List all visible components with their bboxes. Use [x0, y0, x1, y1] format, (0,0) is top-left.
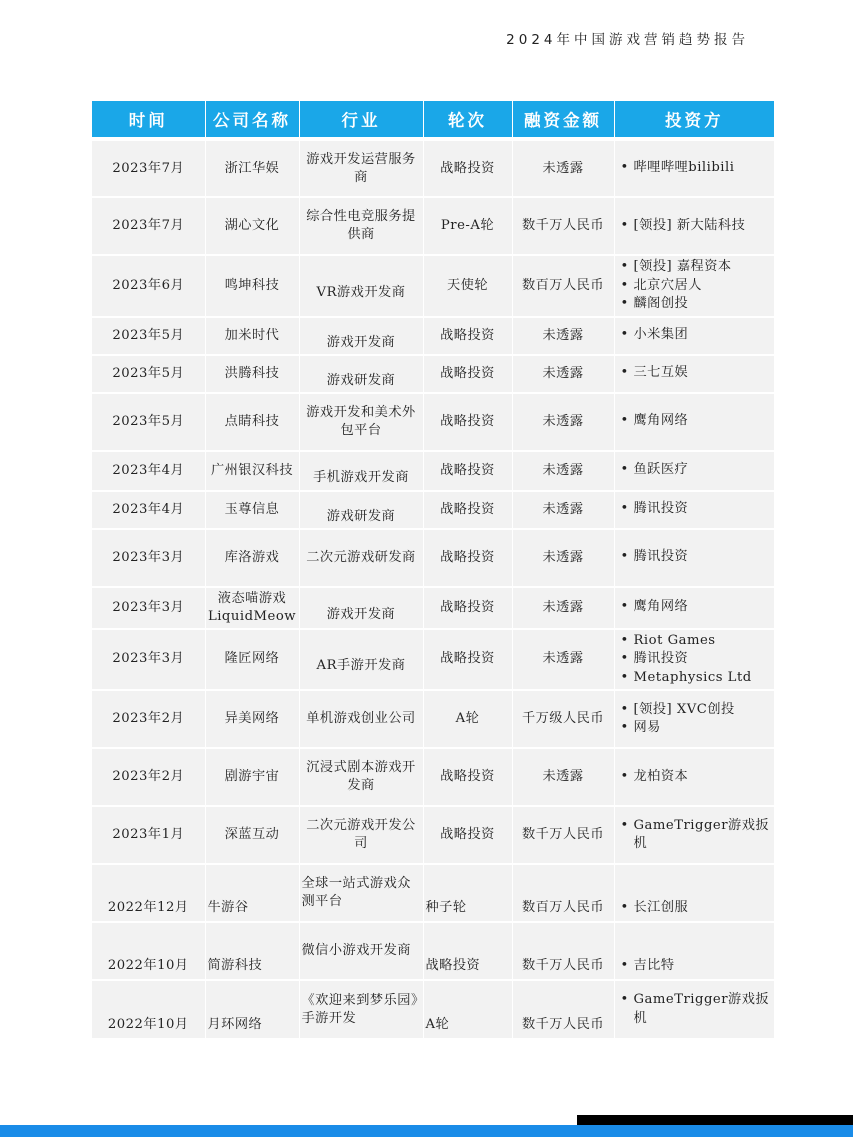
cell-industry: 《欢迎来到梦乐园》手游开发: [299, 980, 423, 1038]
cell-industry: 单机游戏创业公司: [299, 690, 423, 748]
report-title: 2024年中国游戏营销趋势报告: [506, 32, 749, 48]
cell-company: 月环网络: [205, 980, 299, 1038]
cell-company: 深蓝互动: [205, 806, 299, 864]
column-header-amount: 融资金额: [512, 101, 614, 139]
cell-company: 浙江华娱: [205, 139, 299, 197]
cell-investors: [614, 922, 774, 980]
table-row: [92, 393, 774, 451]
table-row: [92, 748, 774, 806]
investor-item: • Metaphysics Ltd: [621, 669, 773, 688]
cell-investors: [614, 317, 774, 355]
cell-round: 天使轮: [423, 255, 512, 317]
cell-company: 隆匠网络: [205, 629, 299, 691]
investor-item: • 龙柏资本: [621, 768, 773, 787]
cell-industry: 游戏研发商: [299, 491, 423, 529]
cell-amount: 未透露: [512, 393, 614, 451]
cell-investors: [614, 491, 774, 529]
table-row: [92, 197, 774, 255]
cell-investors: [614, 690, 774, 748]
cell-investors: [614, 587, 774, 629]
cell-date: 2023年4月: [92, 491, 205, 529]
cell-date: 2023年2月: [92, 690, 205, 748]
cell-round: 战略投资: [423, 491, 512, 529]
cell-date: 2023年5月: [92, 393, 205, 451]
column-header-investors: 投资方: [614, 101, 774, 139]
cell-industry: AR手游开发商: [299, 629, 423, 691]
cell-investors: [614, 355, 774, 393]
investor-item: • 鹰角网络: [621, 412, 773, 431]
cell-round: 战略投资: [423, 629, 512, 691]
cell-round: 战略投资: [423, 587, 512, 629]
cell-amount: 数千万人民币: [512, 806, 614, 864]
column-header-company: 公司名称: [205, 101, 299, 139]
table-row: [92, 864, 774, 922]
cell-company: 简游科技: [205, 922, 299, 980]
cell-company: 鸣坤科技: [205, 255, 299, 317]
cell-investors: [614, 255, 774, 317]
cell-company: 剧游宇宙: [205, 748, 299, 806]
column-header-round: 轮次: [423, 101, 512, 139]
cell-industry: 全球一站式游戏众测平台: [299, 864, 423, 922]
table-row: [92, 255, 774, 317]
cell-amount: 未透露: [512, 491, 614, 529]
cell-company: 玉尊信息: [205, 491, 299, 529]
cell-company: 湖心文化: [205, 197, 299, 255]
cell-investors: [614, 864, 774, 922]
investor-item: • 三七互娱: [621, 364, 773, 383]
cell-round: 战略投资: [423, 806, 512, 864]
cell-amount: 未透露: [512, 451, 614, 491]
cell-date: 2023年6月: [92, 255, 205, 317]
cell-round: 战略投资: [423, 529, 512, 587]
cell-industry: 游戏开发和美术外包平台: [299, 393, 423, 451]
cell-investors: [614, 529, 774, 587]
cell-round: 战略投资: [423, 451, 512, 491]
investor-item: • [领投] XVC创投: [621, 701, 773, 720]
table-row: [92, 922, 774, 980]
investor-item: • 网易: [621, 719, 773, 738]
table-row: [92, 451, 774, 491]
cell-investors: [614, 139, 774, 197]
cell-round: 战略投资: [423, 355, 512, 393]
investor-item: • 哔哩哔哩bilibili: [621, 159, 773, 178]
cell-amount: 未透露: [512, 748, 614, 806]
investor-item: • [领投] 嘉程资本: [621, 258, 773, 277]
cell-amount: 未透露: [512, 355, 614, 393]
cell-company: 库洛游戏: [205, 529, 299, 587]
cell-date: 2022年10月: [92, 980, 205, 1038]
footer-black-bar: [577, 1115, 853, 1125]
cell-date: 2023年5月: [92, 317, 205, 355]
investor-item: • GameTrigger游戏扳机: [621, 991, 773, 1028]
cell-round: A轮: [423, 690, 512, 748]
table-row: [92, 355, 774, 393]
cell-date: 2023年3月: [92, 629, 205, 691]
cell-industry: 二次元游戏研发商: [299, 529, 423, 587]
investor-item: • GameTrigger游戏扳机: [621, 817, 773, 854]
cell-industry: 综合性电竞服务提供商: [299, 197, 423, 255]
cell-date: 2022年10月: [92, 922, 205, 980]
cell-date: 2023年4月: [92, 451, 205, 491]
cell-industry: 游戏研发商: [299, 355, 423, 393]
cell-amount: 数千万人民币: [512, 197, 614, 255]
table-row: [92, 491, 774, 529]
cell-amount: 未透露: [512, 317, 614, 355]
cell-amount: 未透露: [512, 587, 614, 629]
cell-amount: 数千万人民币: [512, 980, 614, 1038]
cell-amount: 千万级人民币: [512, 690, 614, 748]
cell-company: 液态喵游戏 LiquidMeow: [205, 587, 299, 629]
cell-amount: 未透露: [512, 629, 614, 691]
cell-company: 广州银汉科技: [205, 451, 299, 491]
cell-round: A轮: [423, 980, 512, 1038]
cell-investors: [614, 393, 774, 451]
table-row: [92, 529, 774, 587]
investor-item: • 腾讯投资: [621, 548, 773, 567]
cell-round: 战略投资: [423, 748, 512, 806]
cell-date: 2023年1月: [92, 806, 205, 864]
cell-company: 加米时代: [205, 317, 299, 355]
cell-amount: 未透露: [512, 529, 614, 587]
investor-item: • 鱼跃医疗: [621, 461, 773, 480]
cell-industry: VR游戏开发商: [299, 255, 423, 317]
cell-industry: 游戏开发商: [299, 587, 423, 629]
cell-amount: 数千万人民币: [512, 922, 614, 980]
investor-item: • 吉比特: [621, 957, 773, 976]
footer-blue-bar: [0, 1125, 853, 1137]
investor-item: • Riot Games: [621, 632, 773, 651]
cell-date: 2023年5月: [92, 355, 205, 393]
financing-table: [92, 101, 774, 1038]
table-header-row: [92, 101, 774, 139]
cell-industry: 游戏开发运营服务商: [299, 139, 423, 197]
cell-date: 2023年2月: [92, 748, 205, 806]
cell-date: 2022年12月: [92, 864, 205, 922]
investor-item: • 北京穴居人: [621, 277, 773, 296]
cell-investors: [614, 451, 774, 491]
cell-company: 点睛科技: [205, 393, 299, 451]
cell-investors: [614, 748, 774, 806]
cell-investors: [614, 980, 774, 1038]
cell-investors: [614, 806, 774, 864]
cell-round: 战略投资: [423, 393, 512, 451]
column-header-industry: 行业: [299, 101, 423, 139]
cell-company: 洪腾科技: [205, 355, 299, 393]
investor-item: • 长江创服: [621, 899, 773, 918]
cell-industry: 游戏开发商: [299, 317, 423, 355]
cell-date: 2023年7月: [92, 197, 205, 255]
cell-company: 异美网络: [205, 690, 299, 748]
cell-investors: [614, 197, 774, 255]
cell-amount: 未透露: [512, 139, 614, 197]
cell-round: Pre-A轮: [423, 197, 512, 255]
cell-round: 战略投资: [423, 139, 512, 197]
table-row: [92, 690, 774, 748]
cell-company: 牛游谷: [205, 864, 299, 922]
cell-date: 2023年3月: [92, 587, 205, 629]
cell-industry: 沉浸式剧本游戏开发商: [299, 748, 423, 806]
cell-investors: [614, 629, 774, 691]
column-header-date: 时间: [92, 101, 205, 139]
cell-date: 2023年3月: [92, 529, 205, 587]
investor-item: • 鹰角网络: [621, 598, 773, 617]
investor-item: • 腾讯投资: [621, 500, 773, 519]
cell-round: 战略投资: [423, 317, 512, 355]
cell-industry: 二次元游戏开发公司: [299, 806, 423, 864]
investor-item: • [领投] 新大陆科技: [621, 217, 773, 236]
table-row: [92, 139, 774, 197]
table-row: [92, 317, 774, 355]
cell-industry: 微信小游戏开发商: [299, 922, 423, 980]
table-row: [92, 980, 774, 1038]
table-row: [92, 806, 774, 864]
investor-item: • 小米集团: [621, 326, 773, 345]
cell-round: 种子轮: [423, 864, 512, 922]
table-row: [92, 587, 774, 629]
cell-industry: 手机游戏开发商: [299, 451, 423, 491]
cell-date: 2023年7月: [92, 139, 205, 197]
investor-item: • 麟阁创投: [621, 295, 773, 314]
table-row: [92, 629, 774, 691]
cell-amount: 数百万人民币: [512, 255, 614, 317]
cell-amount: 数百万人民币: [512, 864, 614, 922]
cell-round: 战略投资: [423, 922, 512, 980]
investor-item: • 腾讯投资: [621, 650, 773, 669]
